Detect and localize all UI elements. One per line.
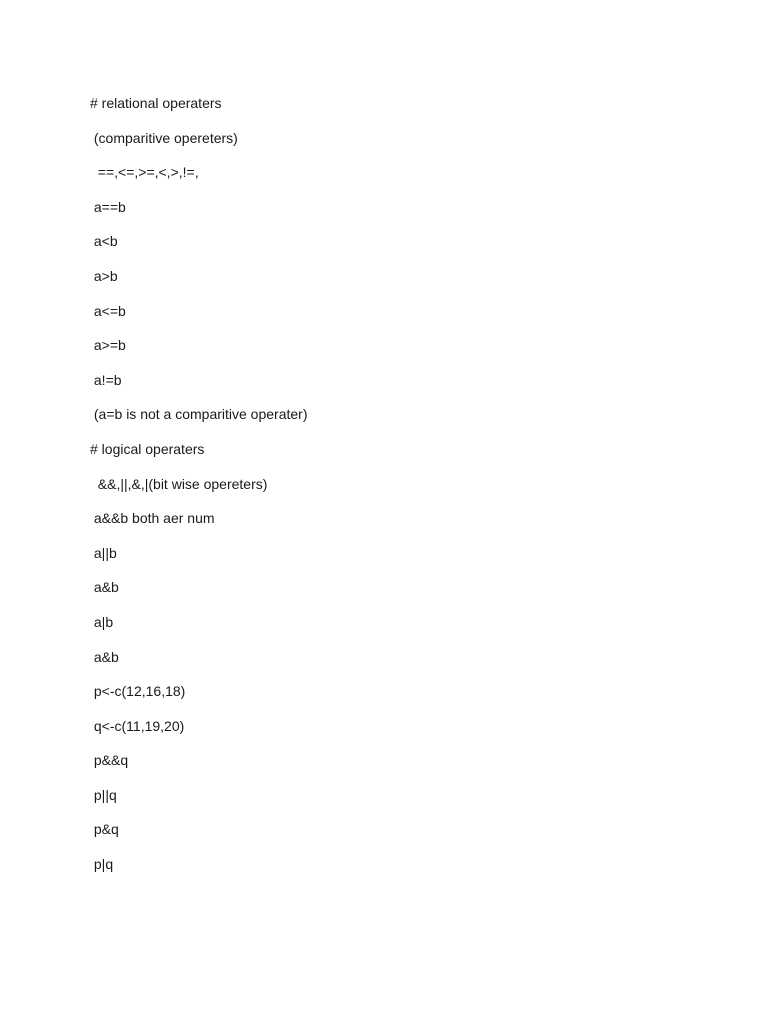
text-line: a<b [90,233,118,250]
text-line: a!=b [90,371,122,388]
text-line: a&b [90,579,119,596]
text-line: a==b [90,198,126,215]
document-body [90,93,690,889]
text-line: a>b [90,267,118,284]
text-line: a||b [90,544,117,561]
text-line: p||q [90,786,117,803]
text-line: a<=b [90,302,126,319]
text-line: &&,||,&,|(bit wise opereters) [90,475,268,492]
text-line: a&&b both aer num [90,510,215,527]
heading-logical-operators: # logical operaters [90,440,205,457]
text-line: p&&q [90,752,129,769]
text-line: (a=b is not a comparitive operater) [90,406,308,423]
text-line: p|q [90,856,114,873]
text-line: a|b [90,613,114,630]
heading-relational-operators: # relational operaters [90,95,222,111]
text-line: q<-c(11,19,20) [90,717,185,734]
text-line: a&b [90,648,119,665]
text-line: p&q [90,821,119,838]
text-line: p<-c(12,16,18) [90,683,186,700]
text-line: ==,<=,>=,<,>,!=, [90,164,199,181]
text-line: a>=b [90,337,126,354]
text-line: (comparitive opereters) [90,129,238,146]
